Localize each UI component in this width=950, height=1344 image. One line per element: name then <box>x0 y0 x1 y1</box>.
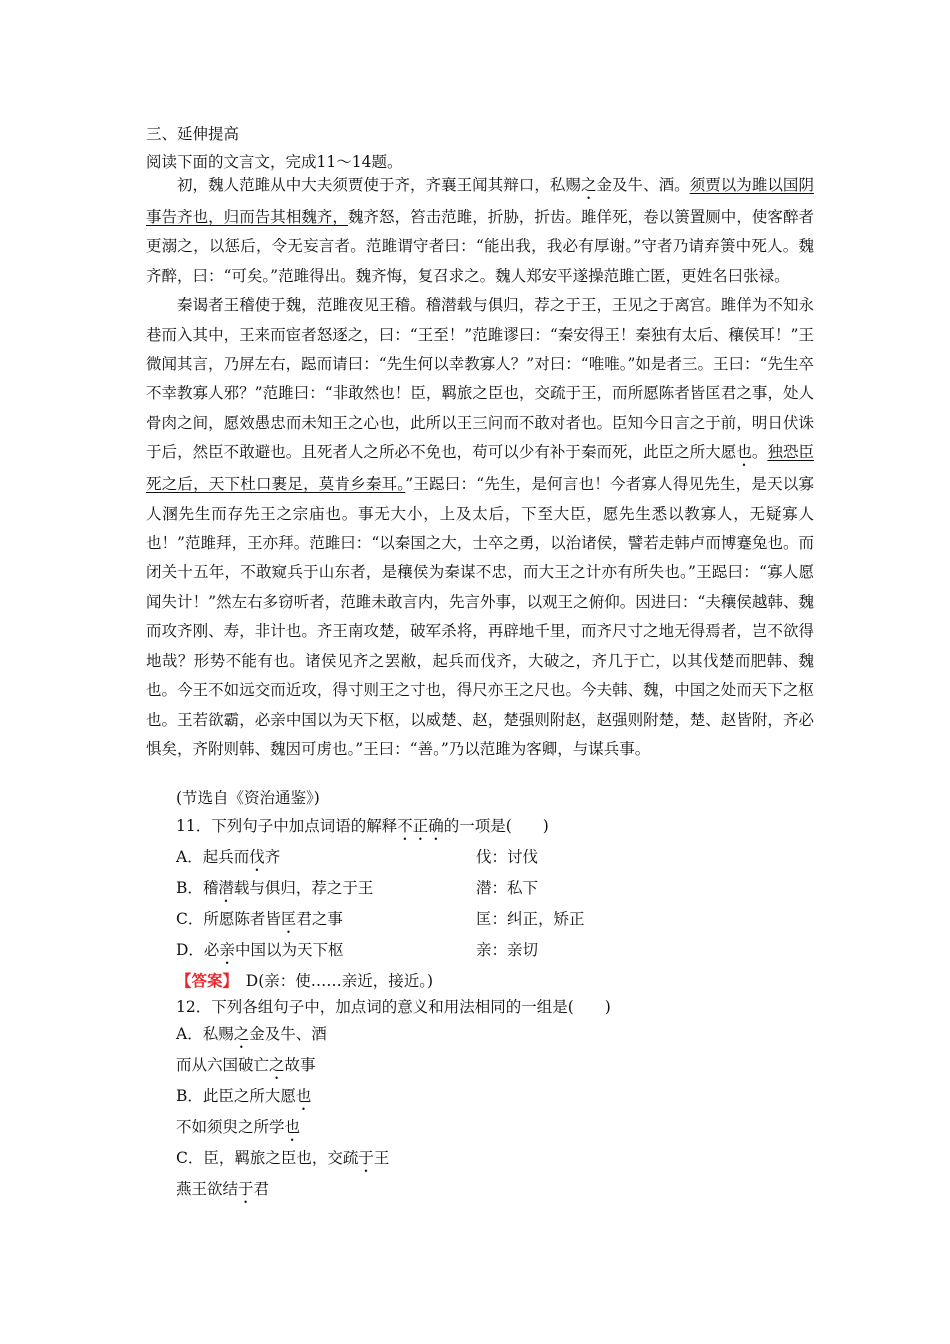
underlined-sentence-2: 独恐臣死之后，天下杜口裹足，莫肯乡秦耳。 <box>146 443 814 494</box>
q12-item-b2: 不如须臾之所学也 <box>176 1118 301 1136</box>
dotted-word: 也 <box>736 443 752 462</box>
passage-paragraph-1: 初，魏人范雎从中大夫须贾使于齐，齐襄王闻其辩口，私赐之金及牛、酒。须贾以为雎以国阴事告齐也，归而告其相魏齐，魏齐怒，笞击范雎，折胁，折齿。雎佯死，卷以箦置厕中，使客醉者更溺之，以惩后，令无妄言者。范雎谓守者曰：“能出我，我必有厚谢。”守者乃请弃箦中死人。魏齐醉，曰：“可矣。”范雎得出。魏齐悔，复召求之。魏人郑安平遂操范雎亡匿，更姓名曰张禄。 <box>146 176 814 285</box>
q12-item-a1: A．私赐之金及牛、酒 <box>176 1025 327 1043</box>
q11-answer: 【答案】 D(亲：使……亲近，接近。) <box>176 971 434 990</box>
q12-item-b1: B．此臣之所大愿也 <box>176 1087 312 1105</box>
passage <box>146 171 814 764</box>
dotted-word: 于 <box>358 1149 374 1167</box>
q11-gloss-c: 匡：纠正，矫正 <box>476 910 585 928</box>
q11-stem: 11．下列句子中加点词语的解释不正确的一项是( ) <box>176 817 549 835</box>
q12-item-c2: 燕王欲结于君 <box>176 1180 270 1198</box>
q11-gloss-d: 亲：亲切 <box>476 941 539 959</box>
instruction: 阅读下面的文言文，完成11～14题。 <box>146 153 403 171</box>
dotted-word: 于 <box>238 1180 254 1198</box>
dotted-word: 亲 <box>219 941 235 959</box>
section-heading: 三、延伸提高 <box>146 125 240 143</box>
dotted-word: 潜 <box>218 879 234 897</box>
q12-stem: 12．下列各组句子中，加点词的意义和用法相同的一组是( ) <box>176 998 611 1016</box>
q12-item-c1: C．臣，羁旅之臣也，交疏于王 <box>176 1149 390 1167</box>
q11-option-c: C．所愿陈者皆匡君之事 <box>176 910 343 928</box>
passage-source: (节选自《资治通鉴》) <box>176 789 320 807</box>
q11-option-b: B．稽潜载与俱归，荐之于王 <box>176 879 374 897</box>
dotted-word: 之 <box>233 1025 250 1043</box>
passage-paragraph-2: 秦谒者王稽使于魏，范雎夜见王稽。稽潜载与俱归，荐之于王，王见之于离宫。雎佯为不知永巷而入其中，王来而宦者怒逐之，曰：“王至！”范雎谬曰：“秦安得王！秦独有太后、穰侯耳！”王微闻其言，乃屏左右，跽而请曰：“先生何以幸教寡人？”对曰：“唯唯。”如是者三。王曰：“先生卒不幸教寡人邪？”范雎曰：“非敢然也！臣，羁旅之臣也，交疏于王，而所愿陈者皆匡君之事，处人骨肉之间，愿效愚忠而未知王之心也，此所以王三问而不敢对者也。臣知今日言之于前，明日伏诛于后，然臣不敢避也。且死者人之所必不免也，苟可以少有补于秦而死，此臣之所大愿也。独恐臣死之后，天下杜口裹足，莫肯乡秦耳。”王跽曰：“先生，是何言也！今者寡人得见先生，是天以寡人溷先生而存先王之宗庙也。事无大小，上及太后，下至大臣，愿先生悉以教寡人，无疑寡人也！”范雎拜，王亦拜。范雎曰：“以秦国之大，士卒之勇，以治诸侯，譬若走韩卢而博蹇兔也。而闭关十五年，不敢窥兵于山东者，是穰侯为秦谋不忠，而大王之计亦有所失也。”王跽曰：“寡人愿闻失计！”然左右多窃听者，范雎未敢言内，先言外事，以观王之俯仰。因进曰：“夫穰侯越韩、魏而攻齐刚、寿，非计也。齐王南攻楚，破军杀将，再辟地千里，而齐尺寸之地无得焉者，岂不欲得地哉？形势不能有也。诸侯见齐之罢敝，起兵而伐齐，大破之，齐几于亡，以其伐楚而肥韩、魏也。今王不如远交而近攻，得寸则王之寸也，得尺亦王之尺也。今夫韩、魏，中国之处而天下之枢也。王若欲霸，必亲中国以为天下枢，以威楚、赵，楚强则附赵，赵强则附楚，楚、赵皆附，齐必惧矣，齐附则韩、魏因可虏也。”王曰：“善。”乃以范雎为客卿，与谋兵事。 <box>146 296 814 758</box>
dotted-word: 也 <box>284 1118 301 1136</box>
dotted-word: 之 <box>580 176 597 194</box>
q11-option-d: D．必亲中国以为天下枢 <box>176 941 344 959</box>
underlined-sentence-1: 须贾以为雎以国阴事告齐也，归而告其相魏齐， <box>146 176 814 226</box>
q11-gloss-b: 潜：私下 <box>476 879 539 897</box>
q11-option-a: A．起兵而伐齐 <box>176 848 281 866</box>
answer-tag: 【答案】 <box>176 971 231 990</box>
dotted-word: 也 <box>295 1087 312 1105</box>
dotted-word: 匡 <box>280 910 297 928</box>
dotted-word: 之 <box>269 1056 285 1074</box>
dotted-word: 伐 <box>249 848 265 866</box>
q12-item-a2: 而从六国破亡之故事 <box>176 1056 316 1074</box>
dotted-word: 不正确 <box>397 817 444 835</box>
q11-gloss-a: 伐：讨伐 <box>476 848 539 866</box>
